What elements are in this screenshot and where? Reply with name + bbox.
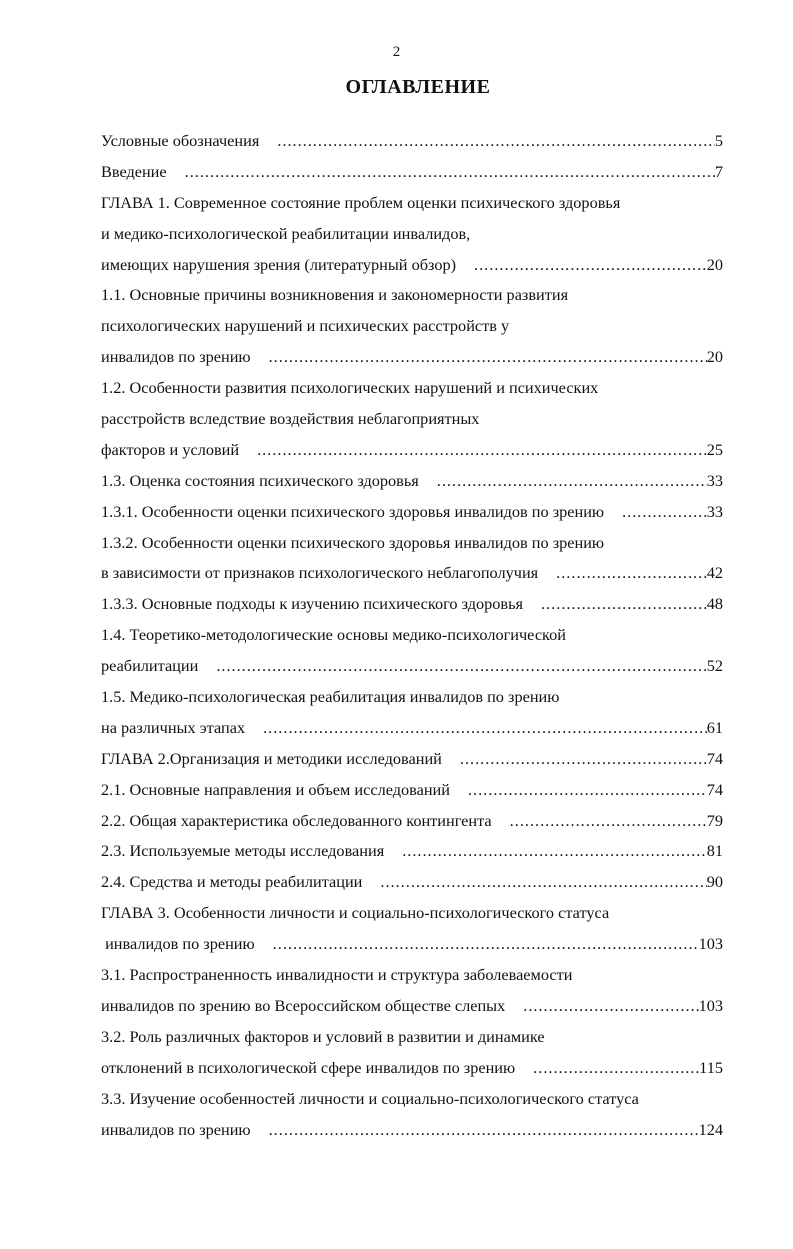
- toc-entry-label: 2.3. Используемые методы исследования: [101, 841, 385, 861]
- toc-entry[interactable]: [101, 157, 723, 188]
- dot-leader: [257, 435, 707, 466]
- toc-page-number: 25: [706, 439, 723, 459]
- toc-page-number: 90: [706, 872, 723, 892]
- toc-entry-line: ГЛАВА 1. Современное состояние проблем оценки психического здоровья: [101, 192, 621, 212]
- toc-entry-line: ГЛАВА 3. Особенности личности и социально-психологического статуса: [101, 903, 610, 923]
- toc-entry[interactable]: [101, 589, 723, 620]
- table-of-contents: [101, 126, 723, 1145]
- toc-entry-row: [101, 589, 723, 620]
- toc-entry-line: 3.3. Изучение особенностей личности и социально-психологического статуса: [101, 1088, 639, 1108]
- toc-entry-row: [101, 342, 723, 373]
- toc-entry-line: 3.1. Распространенность инвалидности и структура заболеваемости: [101, 965, 573, 985]
- toc-page-number: 52: [706, 656, 723, 676]
- dot-leader: [437, 466, 707, 497]
- toc-entry[interactable]: [101, 898, 723, 960]
- toc-entry-row: [101, 806, 723, 837]
- toc-page-number: 74: [706, 779, 723, 799]
- toc-entry[interactable]: [101, 806, 723, 837]
- toc-page-number: 103: [698, 934, 723, 954]
- toc-entry[interactable]: [101, 466, 723, 497]
- toc-page-number: 61: [706, 717, 723, 737]
- toc-entry-row: [101, 466, 723, 497]
- dot-leader: [468, 775, 707, 806]
- toc-entry-label: 2.4. Средства и методы реабилитации: [101, 872, 363, 892]
- dot-leader: [216, 651, 706, 682]
- toc-entry[interactable]: [101, 1022, 723, 1084]
- dot-leader: [523, 991, 698, 1022]
- toc-entry-label: инвалидов по зрению: [101, 934, 255, 954]
- dot-leader: [277, 126, 715, 157]
- toc-entry-line: и медико-психологической реабилитации инвалидов,: [101, 223, 471, 243]
- toc-entry-line: 1.1. Основные причины возникновения и закономерности развития: [101, 285, 569, 305]
- toc-entry-line: 1.3.2. Особенности оценки психического здоровья инвалидов по зрению: [101, 532, 605, 552]
- toc-entry-row: [101, 744, 723, 775]
- toc-entry-label: отклонений в психологической сфере инвалидов по зрению: [101, 1057, 516, 1077]
- toc-entry-label: реабилитации: [101, 656, 199, 676]
- dot-leader: [402, 836, 707, 867]
- toc-entry-row: [101, 558, 723, 589]
- toc-entry[interactable]: [101, 682, 723, 744]
- dot-leader: [273, 929, 699, 960]
- toc-entry-row: [101, 157, 723, 188]
- toc-entry-label: на различных этапах: [101, 717, 246, 737]
- toc-entry-line: 1.5. Медико-психологическая реабилитация инвалидов по зрению: [101, 687, 560, 707]
- toc-entry-label: инвалидов по зрению во Всероссийском обществе слепых: [101, 995, 506, 1015]
- dot-leader: [269, 1115, 699, 1146]
- toc-page-number: 33: [706, 470, 723, 490]
- toc-entry-line: психологических нарушений и психических расстройств у: [101, 316, 510, 336]
- dot-leader: [185, 157, 715, 188]
- toc-entry-row: [101, 775, 723, 806]
- toc-entry-row: [101, 651, 723, 682]
- toc-entry[interactable]: [101, 620, 723, 682]
- toc-entry-line: 3.2. Роль различных факторов и условий в развитии и динамике: [101, 1026, 545, 1046]
- toc-page-number: 33: [706, 501, 723, 521]
- toc-entry-label: 2.1. Основные направления и объем исследований: [101, 779, 450, 799]
- toc-entry-row: [101, 867, 723, 898]
- toc-entry[interactable]: [101, 960, 723, 1022]
- toc-entry-label: 1.3.1. Особенности оценки психического здоровья инвалидов по зрению: [101, 501, 605, 521]
- page-title: ОГЛАВЛЕНИЕ: [345, 76, 491, 98]
- page-number: 2: [392, 44, 401, 60]
- dot-leader: [263, 713, 707, 744]
- dot-leader: [380, 867, 706, 898]
- toc-entry-line: расстройств вследствие воздействия неблагоприятных: [101, 409, 480, 429]
- toc-entry-label: 1.3.3. Основные подходы к изучению психического здоровья: [101, 594, 524, 614]
- toc-entry[interactable]: [101, 126, 723, 157]
- toc-entry-row: [101, 435, 723, 466]
- toc-page-number: 74: [706, 748, 723, 768]
- toc-entry[interactable]: [101, 744, 723, 775]
- toc-entry-row: [101, 126, 723, 157]
- dot-leader: [269, 342, 707, 373]
- toc-entry[interactable]: [101, 188, 723, 281]
- dot-leader: [533, 1053, 699, 1084]
- toc-entry[interactable]: [101, 280, 723, 373]
- toc-entry-row: [101, 497, 723, 528]
- toc-page-number: 103: [698, 995, 723, 1015]
- dot-leader: [474, 250, 707, 281]
- toc-entry-label: инвалидов по зрению: [101, 347, 251, 367]
- toc-entry-row: [101, 1053, 723, 1084]
- dot-leader: [541, 589, 707, 620]
- toc-entry-line: 1.4. Теоретико-методологические основы медико-психологической: [101, 625, 566, 645]
- toc-entry[interactable]: [101, 867, 723, 898]
- toc-entry-label: имеющих нарушения зрения (литературный обзор): [101, 254, 457, 274]
- toc-entry[interactable]: [101, 373, 723, 466]
- dot-leader: [460, 744, 707, 775]
- toc-entry-line: 1.2. Особенности развития психологических нарушений и психических: [101, 378, 599, 398]
- dot-leader: [510, 806, 707, 837]
- toc-entry-label: 1.3. Оценка состояния психического здоровья: [101, 470, 419, 490]
- toc-entry-label: ГЛАВА 2.Организация и методики исследований: [101, 748, 442, 768]
- toc-entry-label: инвалидов по зрению: [101, 1119, 251, 1139]
- toc-entry-row: [101, 713, 723, 744]
- toc-entry-row: [101, 1115, 723, 1146]
- toc-entry-row: [101, 991, 723, 1022]
- toc-page-number: 20: [706, 254, 723, 274]
- dot-leader: [622, 497, 707, 528]
- toc-entry-row: [101, 929, 723, 960]
- toc-page-number: 115: [699, 1057, 723, 1077]
- toc-entry[interactable]: [101, 775, 723, 806]
- toc-entry-label: Условные обозначения: [101, 131, 260, 150]
- toc-entry-row: [101, 836, 723, 867]
- toc-page-number: 79: [706, 810, 723, 830]
- toc-entry-label: факторов и условий: [101, 439, 240, 459]
- toc-entry[interactable]: [101, 1084, 723, 1146]
- toc-entry[interactable]: [101, 497, 723, 528]
- toc-page-number: 5: [714, 131, 723, 150]
- toc-page-number: 48: [706, 594, 723, 614]
- toc-entry-label: Введение: [101, 161, 167, 181]
- dot-leader: [556, 558, 707, 589]
- toc-page-number: 81: [706, 841, 723, 861]
- toc-entry-label: 2.2. Общая характеристика обследованного контингента: [101, 810, 492, 830]
- toc-page-number: 42: [706, 563, 723, 583]
- toc-entry[interactable]: [101, 528, 723, 590]
- toc-page-number: 20: [706, 347, 723, 367]
- toc-page-number: 7: [714, 161, 723, 181]
- toc-entry-label: в зависимости от признаков психологического неблагополучия: [101, 563, 539, 583]
- toc-entry[interactable]: [101, 836, 723, 867]
- toc-page-number: 124: [698, 1119, 723, 1139]
- toc-entry-row: [101, 250, 723, 281]
